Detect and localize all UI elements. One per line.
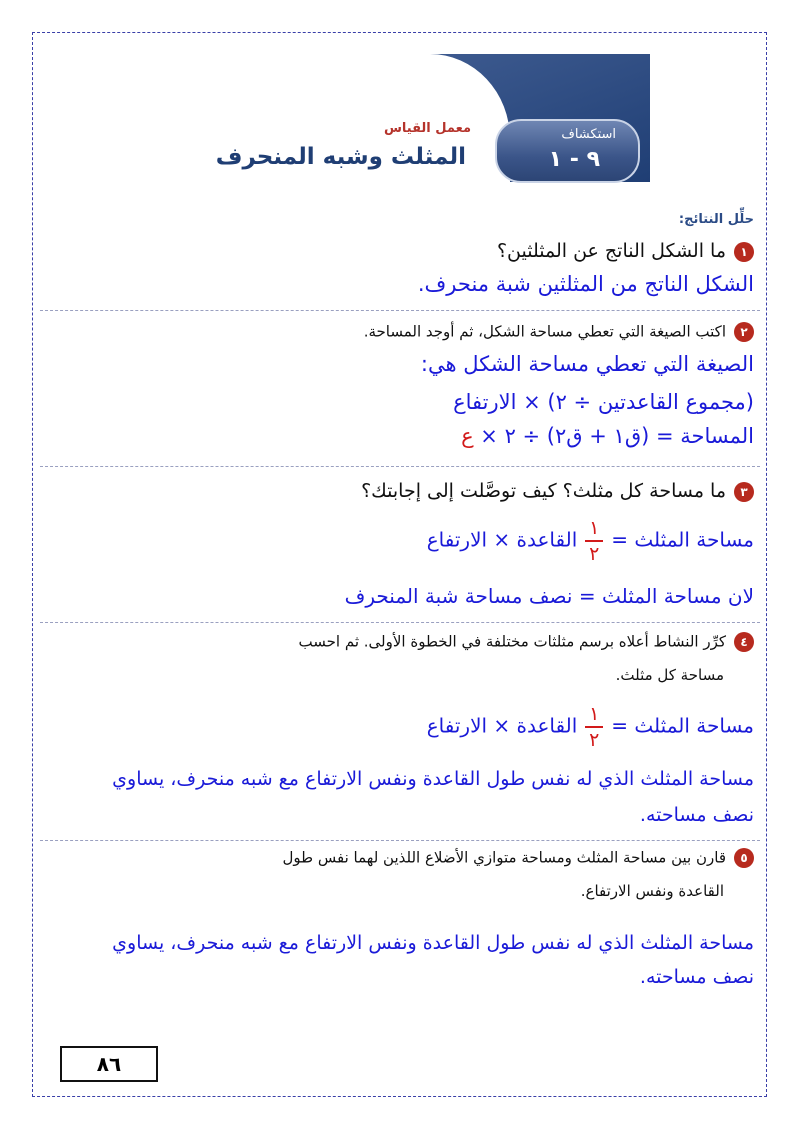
question-number: ٣	[734, 482, 754, 502]
question-1	[497, 240, 754, 262]
divider	[40, 310, 760, 311]
answer-2-line-2: (مجموع القاعدتين ÷ ٢) × الارتفاع	[453, 390, 754, 414]
answer-4-line-1: مساحة المثلث الذي له نفس طول القاعدة ونفس الارتفاع مع شبه منحرف، يساوي	[112, 768, 754, 790]
fraction-numerator: ١	[589, 703, 600, 725]
answer-3-formula	[427, 518, 754, 564]
question-text-line-1: قارن بين مساحة المثلث ومساحة متوازي الأضلاع اللذين لهما نفس طول	[282, 848, 726, 867]
question-number: ٤	[734, 632, 754, 652]
question-text-line-1: كرِّر النشاط أعلاه برسم مثلثات مختلفة في الخطوة الأولى. ثم احسب	[298, 632, 726, 651]
badge-number: ٩ - ١	[548, 147, 600, 172]
divider	[40, 840, 760, 841]
answer-2-line-3	[461, 424, 754, 448]
question-text: ما مساحة كل مثلث؟ كيف توصَّلت إلى إجابتك؟	[361, 480, 726, 502]
fraction-denominator: ٢	[589, 729, 600, 751]
height-symbol: ع	[461, 424, 474, 448]
formula-lhs: مساحة المثلث =	[611, 527, 754, 552]
area-formula: المساحة = (ق١ + ق٢) ÷ ٢ × ع	[461, 424, 754, 448]
fraction-denominator: ٢	[589, 543, 600, 565]
answer-3: لان مساحة المثلث = نصف مساحة شبة المنحرف	[344, 584, 754, 608]
question-4	[299, 632, 754, 652]
lesson-title: المثلث وشبه المنحرف	[215, 144, 466, 170]
question-text-line-2: القاعدة ونفس الارتفاع.	[580, 882, 724, 900]
formula-rhs: القاعدة × الارتفاع	[426, 527, 578, 552]
formula-lhs: مساحة المثلث =	[611, 713, 754, 738]
question-text: اكتب الصيغة التي تعطي مساحة الشكل، ثم أوجد المساحة.	[363, 322, 726, 341]
analyze-heading: حلِّل النتائج:	[678, 212, 754, 227]
answer-4-line-2: نصف مساحته.	[639, 804, 754, 826]
answer-1: الشكل الناتج من المثلثين شبة منحرف.	[417, 272, 754, 296]
fraction-numerator: ١	[589, 517, 600, 539]
question-3	[361, 480, 754, 502]
question-text-line-2: مساحة كل مثلث.	[615, 666, 724, 684]
answer-2-line-1: الصيغة التي تعطي مساحة الشكل هي:	[420, 352, 754, 376]
page-number: ٨٦	[60, 1046, 158, 1082]
badge-label: استكشاف	[561, 127, 616, 142]
question-number: ٥	[734, 848, 754, 868]
fraction-half	[585, 518, 603, 564]
fraction-half	[585, 704, 603, 750]
question-number: ٢	[734, 322, 754, 342]
lesson-badge	[495, 119, 640, 183]
answer-5-line-2: نصف مساحته.	[639, 966, 754, 988]
question-5	[283, 848, 754, 868]
divider	[40, 466, 760, 467]
question-text: ما الشكل الناتج عن المثلثين؟	[496, 240, 726, 262]
answer-5-line-1: مساحة المثلث الذي له نفس طول القاعدة ونفس الارتفاع مع شبه منحرف، يساوي	[112, 932, 754, 954]
question-2	[364, 322, 754, 342]
lesson-subtitle: معمل القياس	[383, 121, 471, 136]
formula-rhs: القاعدة × الارتفاع	[426, 713, 578, 738]
divider	[40, 622, 760, 623]
question-number: ١	[734, 242, 754, 262]
answer-4-formula	[427, 704, 754, 750]
